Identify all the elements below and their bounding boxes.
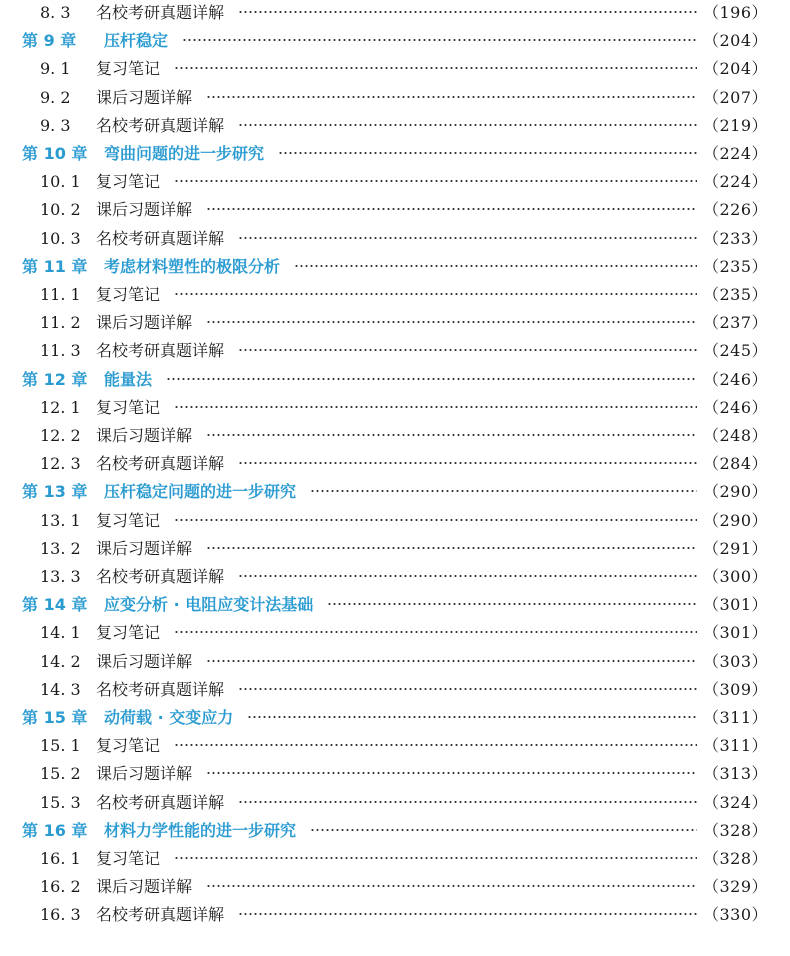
chapter-title: 压杆稳定问题的进一步研究 (104, 482, 297, 502)
page-number: （329） (702, 877, 768, 897)
section-entry[interactable] (0, 55, 790, 83)
page-number: （290） (702, 482, 768, 502)
section-number: 10. 1 (40, 172, 81, 192)
section-title: 课后习题详解 (96, 426, 193, 445)
dot-leader (238, 121, 697, 129)
section-title: 复习笔记 (96, 510, 161, 530)
dot-leader (206, 431, 697, 439)
section-number: 12. 3 (40, 454, 81, 474)
section-number: 10. 3 (40, 228, 81, 248)
page-number: （235） (702, 285, 768, 304)
section-title: 名校考研真题详解 (96, 454, 225, 474)
dot-leader (206, 544, 697, 552)
chapter-number: 第 16 章 (22, 820, 88, 840)
section-number: 14. 1 (40, 623, 81, 643)
dot-leader (238, 234, 697, 242)
dot-leader (206, 882, 697, 890)
section-title: 名校考研真题详解 (96, 341, 225, 361)
section-title: 名校考研真题详解 (96, 905, 225, 925)
dot-leader (174, 64, 697, 72)
chapter-title: 考虑材料塑性的极限分析 (104, 256, 281, 276)
dot-leader (174, 854, 697, 862)
section-title: 课后习题详解 (96, 87, 193, 107)
chapter-title: 弯曲问题的进一步研究 (104, 144, 265, 163)
section-number: 13. 2 (40, 538, 81, 558)
section-number: 16. 1 (40, 849, 81, 868)
section-entry[interactable] (0, 563, 790, 591)
page-number: （301） (702, 595, 768, 615)
page-number: （248） (702, 426, 768, 445)
page-number: （291） (702, 538, 768, 558)
dot-leader (294, 262, 697, 270)
page-number: （233） (702, 228, 768, 248)
page-number: （300） (702, 567, 768, 586)
section-number: 11. 2 (40, 313, 81, 333)
chapter-number: 第 9 章 (22, 31, 77, 51)
page-number: （303） (702, 651, 768, 671)
chapter-title: 应变分析 · 电阻应变计法基础 (104, 595, 314, 615)
page-number: （237） (702, 313, 768, 333)
section-title: 复习笔记 (96, 172, 161, 192)
page-number: （207） (702, 87, 768, 107)
dot-leader (310, 826, 697, 834)
section-title: 名校考研真题详解 (96, 3, 225, 22)
section-entry[interactable] (0, 789, 790, 817)
dot-leader (166, 375, 697, 383)
dot-leader (174, 177, 697, 185)
section-title: 名校考研真题详解 (96, 115, 225, 135)
page-number: （328） (702, 820, 768, 840)
section-title: 名校考研真题详解 (96, 567, 225, 586)
section-number: 12. 1 (40, 397, 81, 417)
chapter-title: 动荷载 · 交变应力 (104, 708, 234, 727)
section-entry[interactable] (0, 309, 790, 337)
chapter-entry[interactable] (0, 366, 790, 394)
page-number: （311） (702, 736, 768, 756)
page-number: （284） (702, 454, 768, 474)
section-number: 9. 3 (40, 115, 71, 135)
section-entry[interactable] (0, 450, 790, 478)
dot-leader (174, 516, 697, 524)
section-number: 11. 1 (40, 285, 81, 304)
dot-leader (238, 8, 697, 16)
section-number: 15. 3 (40, 792, 81, 812)
page-number: （246） (702, 369, 768, 389)
dot-leader (182, 36, 697, 44)
section-title: 复习笔记 (96, 59, 161, 79)
page-number: （246） (702, 397, 768, 417)
section-title: 复习笔记 (96, 397, 161, 417)
section-entry[interactable] (0, 337, 790, 365)
section-entry[interactable] (0, 196, 790, 224)
chapter-entry[interactable] (0, 478, 790, 506)
section-entry[interactable] (0, 901, 790, 929)
section-entry[interactable] (0, 676, 790, 704)
chapter-number: 第 14 章 (22, 595, 88, 615)
page-number: （196） (702, 3, 768, 22)
dot-leader (238, 346, 697, 354)
section-number: 11. 3 (40, 341, 81, 361)
section-title: 课后习题详解 (96, 313, 193, 333)
section-entry[interactable] (0, 845, 790, 873)
dot-leader (310, 487, 697, 495)
section-title: 课后习题详解 (96, 764, 193, 784)
section-number: 13. 1 (40, 510, 81, 530)
dot-leader (247, 713, 697, 721)
dot-leader (174, 290, 697, 298)
dot-leader (174, 403, 697, 411)
dot-leader (206, 657, 697, 665)
section-title: 复习笔记 (96, 736, 161, 756)
section-entry[interactable] (0, 619, 790, 647)
section-number: 8. 3 (40, 3, 71, 22)
page-number: （204） (702, 59, 768, 79)
section-entry[interactable] (0, 281, 790, 309)
section-entry[interactable] (0, 394, 790, 422)
section-entry[interactable] (0, 225, 790, 253)
chapter-entry[interactable] (0, 817, 790, 845)
chapter-entry[interactable] (0, 704, 790, 732)
chapter-title: 能量法 (104, 369, 153, 389)
section-title: 课后习题详解 (96, 538, 193, 558)
section-number: 14. 3 (40, 679, 81, 699)
page-number: （330） (702, 905, 768, 925)
chapter-number: 第 12 章 (22, 369, 88, 389)
dot-leader (238, 685, 697, 693)
page-number: （328） (702, 849, 768, 868)
page-number: （204） (702, 31, 768, 51)
section-number: 15. 1 (40, 736, 81, 756)
chapter-number: 第 15 章 (22, 708, 88, 727)
page-number: （324） (702, 792, 768, 812)
section-entry[interactable] (0, 0, 790, 27)
chapter-title: 压杆稳定 (104, 31, 169, 51)
chapter-entry[interactable] (0, 591, 790, 619)
page-number: （224） (702, 144, 768, 163)
dot-leader (206, 318, 697, 326)
section-title: 复习笔记 (96, 285, 161, 304)
section-title: 名校考研真题详解 (96, 792, 225, 812)
section-title: 复习笔记 (96, 849, 161, 868)
section-entry[interactable] (0, 507, 790, 535)
page-number: （301） (702, 623, 768, 643)
section-entry[interactable] (0, 422, 790, 450)
page-number: （309） (702, 679, 768, 699)
section-title: 名校考研真题详解 (96, 679, 225, 699)
section-number: 16. 2 (40, 877, 81, 897)
page-number: （245） (702, 341, 768, 361)
dot-leader (238, 572, 697, 580)
section-title: 课后习题详解 (96, 877, 193, 897)
page-number: （290） (702, 510, 768, 530)
chapter-title: 材料力学性能的进一步研究 (104, 820, 297, 840)
section-entry[interactable] (0, 168, 790, 196)
section-entry[interactable] (0, 535, 790, 563)
dot-leader (174, 628, 697, 636)
chapter-entry[interactable] (0, 140, 790, 168)
section-title: 复习笔记 (96, 623, 161, 643)
dot-leader (206, 769, 697, 777)
page-number: （224） (702, 172, 768, 192)
chapter-number: 第 10 章 (22, 144, 88, 163)
section-number: 12. 2 (40, 426, 81, 445)
dot-leader (206, 205, 697, 213)
page-number: （311） (702, 708, 768, 727)
section-number: 9. 1 (40, 59, 71, 79)
section-entry[interactable] (0, 760, 790, 788)
chapter-entry[interactable] (0, 27, 790, 55)
section-number: 13. 3 (40, 567, 81, 586)
section-entry[interactable] (0, 873, 790, 901)
section-title: 课后习题详解 (96, 200, 193, 220)
page-number: （313） (702, 764, 768, 784)
dot-leader (238, 459, 697, 467)
dot-leader (206, 93, 697, 101)
dot-leader (278, 149, 697, 157)
section-number: 16. 3 (40, 905, 81, 925)
section-entry[interactable] (0, 112, 790, 140)
chapter-number: 第 11 章 (22, 256, 88, 276)
section-number: 15. 2 (40, 764, 81, 784)
chapter-number: 第 13 章 (22, 482, 88, 502)
section-number: 10. 2 (40, 200, 81, 220)
section-title: 课后习题详解 (96, 651, 193, 671)
dot-leader (238, 910, 697, 918)
section-entry[interactable] (0, 84, 790, 112)
chapter-entry[interactable] (0, 253, 790, 281)
section-number: 9. 2 (40, 87, 71, 107)
dot-leader (327, 600, 697, 608)
section-title: 名校考研真题详解 (96, 228, 225, 248)
page-number: （219） (702, 115, 768, 135)
dot-leader (174, 741, 697, 749)
dot-leader (238, 798, 697, 806)
section-entry[interactable] (0, 732, 790, 760)
page-number: （235） (702, 256, 768, 276)
section-number: 14. 2 (40, 651, 81, 671)
page-number: （226） (702, 200, 768, 220)
section-entry[interactable] (0, 648, 790, 676)
